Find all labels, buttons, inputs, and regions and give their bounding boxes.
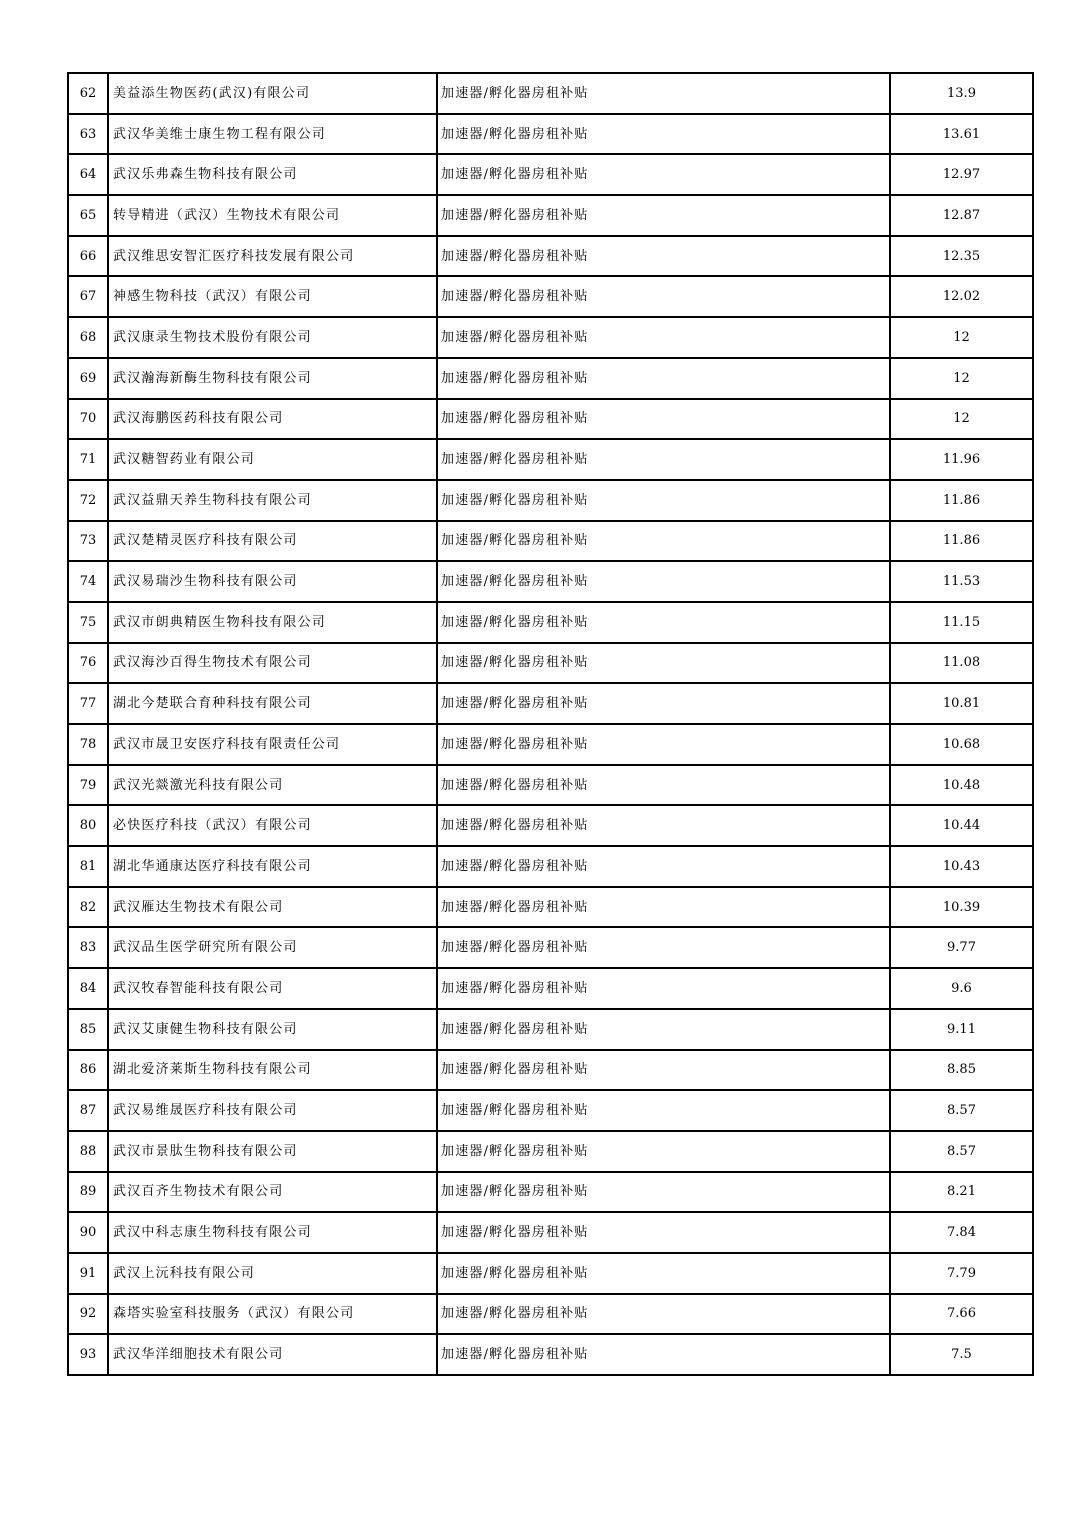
subsidy-type-cell: 加速器/孵化器房租补贴 — [437, 358, 890, 399]
row-number-cell: 82 — [68, 887, 108, 928]
table-row — [68, 805, 1033, 846]
amount-cell: 12.87 — [890, 195, 1033, 236]
amount-cell: 10.81 — [890, 683, 1033, 724]
amount-cell: 12.02 — [890, 276, 1033, 317]
amount-cell: 9.11 — [890, 1009, 1033, 1050]
row-number-cell: 65 — [68, 195, 108, 236]
amount-cell: 8.85 — [890, 1050, 1033, 1091]
company-name-cell: 森塔实验室科技服务（武汉）有限公司 — [108, 1294, 437, 1335]
subsidy-type-cell: 加速器/孵化器房租补贴 — [437, 317, 890, 358]
table-row — [68, 927, 1033, 968]
row-number-cell: 73 — [68, 521, 108, 562]
subsidy-type-cell: 加速器/孵化器房租补贴 — [437, 236, 890, 277]
company-name-cell: 神感生物科技（武汉）有限公司 — [108, 276, 437, 317]
subsidy-type-cell: 加速器/孵化器房租补贴 — [437, 1212, 890, 1253]
amount-cell: 12 — [890, 358, 1033, 399]
amount-cell: 11.86 — [890, 480, 1033, 521]
table-row — [68, 1090, 1033, 1131]
company-name-cell: 武汉易维晟医疗科技有限公司 — [108, 1090, 437, 1131]
table-row — [68, 1253, 1033, 1294]
amount-cell: 12 — [890, 317, 1033, 358]
subsidy-type-cell: 加速器/孵化器房租补贴 — [437, 1009, 890, 1050]
table-row — [68, 765, 1033, 806]
table-row — [68, 399, 1033, 440]
table-row — [68, 195, 1033, 236]
company-name-cell: 武汉市晟卫安医疗科技有限责任公司 — [108, 724, 437, 765]
row-number-cell: 85 — [68, 1009, 108, 1050]
amount-cell: 10.44 — [890, 805, 1033, 846]
amount-cell: 13.61 — [890, 114, 1033, 155]
row-number-cell: 93 — [68, 1334, 108, 1375]
company-name-cell: 武汉市朗典精医生物科技有限公司 — [108, 602, 437, 643]
amount-cell: 8.21 — [890, 1172, 1033, 1213]
subsidy-type-cell: 加速器/孵化器房租补贴 — [437, 114, 890, 155]
amount-cell: 11.15 — [890, 602, 1033, 643]
row-number-cell: 66 — [68, 236, 108, 277]
subsidy-type-cell: 加速器/孵化器房租补贴 — [437, 968, 890, 1009]
row-number-cell: 74 — [68, 561, 108, 602]
table-row — [68, 724, 1033, 765]
table-row — [68, 1009, 1033, 1050]
table-row — [68, 73, 1033, 114]
company-name-cell: 武汉康录生物技术股份有限公司 — [108, 317, 437, 358]
subsidy-type-cell: 加速器/孵化器房租补贴 — [437, 683, 890, 724]
subsidy-type-cell: 加速器/孵化器房租补贴 — [437, 765, 890, 806]
company-name-cell: 武汉华洋细胞技术有限公司 — [108, 1334, 437, 1375]
amount-cell: 7.79 — [890, 1253, 1033, 1294]
amount-cell: 9.77 — [890, 927, 1033, 968]
company-name-cell: 武汉易瑞沙生物科技有限公司 — [108, 561, 437, 602]
amount-cell: 12.35 — [890, 236, 1033, 277]
table-row — [68, 602, 1033, 643]
amount-cell: 11.86 — [890, 521, 1033, 562]
subsidy-type-cell: 加速器/孵化器房租补贴 — [437, 561, 890, 602]
company-name-cell: 转导精进（武汉）生物技术有限公司 — [108, 195, 437, 236]
amount-cell: 9.6 — [890, 968, 1033, 1009]
row-number-cell: 64 — [68, 154, 108, 195]
table-row — [68, 1212, 1033, 1253]
amount-cell: 11.96 — [890, 439, 1033, 480]
table-row — [68, 1172, 1033, 1213]
table-row — [68, 480, 1033, 521]
company-name-cell: 武汉光燚激光科技有限公司 — [108, 765, 437, 806]
company-name-cell: 武汉上沅科技有限公司 — [108, 1253, 437, 1294]
row-number-cell: 72 — [68, 480, 108, 521]
company-name-cell: 武汉瀚海新酶生物科技有限公司 — [108, 358, 437, 399]
table-row — [68, 643, 1033, 684]
amount-cell: 10.43 — [890, 846, 1033, 887]
amount-cell: 11.08 — [890, 643, 1033, 684]
subsidy-type-cell: 加速器/孵化器房租补贴 — [437, 887, 890, 928]
amount-cell: 12 — [890, 399, 1033, 440]
company-name-cell: 武汉华美维士康生物工程有限公司 — [108, 114, 437, 155]
table-row — [68, 887, 1033, 928]
subsidy-type-cell: 加速器/孵化器房租补贴 — [437, 276, 890, 317]
company-name-cell: 武汉牧春智能科技有限公司 — [108, 968, 437, 1009]
subsidy-type-cell: 加速器/孵化器房租补贴 — [437, 439, 890, 480]
company-name-cell: 必快医疗科技（武汉）有限公司 — [108, 805, 437, 846]
subsidy-type-cell: 加速器/孵化器房租补贴 — [437, 1294, 890, 1335]
row-number-cell: 91 — [68, 1253, 108, 1294]
amount-cell: 13.9 — [890, 73, 1033, 114]
subsidy-type-cell: 加速器/孵化器房租补贴 — [437, 480, 890, 521]
company-name-cell: 湖北华通康达医疗科技有限公司 — [108, 846, 437, 887]
subsidy-type-cell: 加速器/孵化器房租补贴 — [437, 643, 890, 684]
amount-cell: 10.39 — [890, 887, 1033, 928]
company-name-cell: 武汉品生医学研究所有限公司 — [108, 927, 437, 968]
table-row — [68, 1131, 1033, 1172]
table-row — [68, 521, 1033, 562]
table-row — [68, 561, 1033, 602]
row-number-cell: 78 — [68, 724, 108, 765]
table-row — [68, 114, 1033, 155]
amount-cell: 11.53 — [890, 561, 1033, 602]
amount-cell: 10.48 — [890, 765, 1033, 806]
table-row — [68, 236, 1033, 277]
amount-cell: 7.5 — [890, 1334, 1033, 1375]
subsidy-type-cell: 加速器/孵化器房租补贴 — [437, 521, 890, 562]
subsidy-type-cell: 加速器/孵化器房租补贴 — [437, 154, 890, 195]
subsidy-type-cell: 加速器/孵化器房租补贴 — [437, 846, 890, 887]
subsidy-table — [67, 72, 1034, 1376]
row-number-cell: 62 — [68, 73, 108, 114]
row-number-cell: 76 — [68, 643, 108, 684]
subsidy-type-cell: 加速器/孵化器房租补贴 — [437, 1334, 890, 1375]
table-row — [68, 276, 1033, 317]
subsidy-type-cell: 加速器/孵化器房租补贴 — [437, 1172, 890, 1213]
subsidy-type-cell: 加速器/孵化器房租补贴 — [437, 399, 890, 440]
subsidy-type-cell: 加速器/孵化器房租补贴 — [437, 927, 890, 968]
company-name-cell: 武汉雁达生物技术有限公司 — [108, 887, 437, 928]
row-number-cell: 83 — [68, 927, 108, 968]
row-number-cell: 71 — [68, 439, 108, 480]
company-name-cell: 湖北爱济莱斯生物科技有限公司 — [108, 1050, 437, 1091]
company-name-cell: 武汉维思安智汇医疗科技发展有限公司 — [108, 236, 437, 277]
row-number-cell: 80 — [68, 805, 108, 846]
row-number-cell: 70 — [68, 399, 108, 440]
subsidy-type-cell: 加速器/孵化器房租补贴 — [437, 1050, 890, 1091]
company-name-cell: 武汉市景肽生物科技有限公司 — [108, 1131, 437, 1172]
row-number-cell: 87 — [68, 1090, 108, 1131]
table-row — [68, 846, 1033, 887]
row-number-cell: 67 — [68, 276, 108, 317]
amount-cell: 8.57 — [890, 1131, 1033, 1172]
company-name-cell: 武汉楚精灵医疗科技有限公司 — [108, 521, 437, 562]
table-row — [68, 1050, 1033, 1091]
row-number-cell: 92 — [68, 1294, 108, 1335]
amount-cell: 10.68 — [890, 724, 1033, 765]
row-number-cell: 89 — [68, 1172, 108, 1213]
row-number-cell: 86 — [68, 1050, 108, 1091]
company-name-cell: 武汉乐弗森生物科技有限公司 — [108, 154, 437, 195]
company-name-cell: 湖北今楚联合育种科技有限公司 — [108, 683, 437, 724]
amount-cell: 12.97 — [890, 154, 1033, 195]
row-number-cell: 77 — [68, 683, 108, 724]
row-number-cell: 81 — [68, 846, 108, 887]
row-number-cell: 79 — [68, 765, 108, 806]
company-name-cell: 武汉中科志康生物科技有限公司 — [108, 1212, 437, 1253]
row-number-cell: 90 — [68, 1212, 108, 1253]
company-name-cell: 武汉百齐生物技术有限公司 — [108, 1172, 437, 1213]
table-row — [68, 968, 1033, 1009]
company-name-cell: 武汉海沙百得生物技术有限公司 — [108, 643, 437, 684]
table-row — [68, 154, 1033, 195]
row-number-cell: 88 — [68, 1131, 108, 1172]
subsidy-type-cell: 加速器/孵化器房租补贴 — [437, 602, 890, 643]
company-name-cell: 武汉糖智药业有限公司 — [108, 439, 437, 480]
table-body — [68, 73, 1033, 1375]
company-name-cell: 武汉艾康健生物科技有限公司 — [108, 1009, 437, 1050]
subsidy-type-cell: 加速器/孵化器房租补贴 — [437, 724, 890, 765]
amount-cell: 7.84 — [890, 1212, 1033, 1253]
table-row — [68, 317, 1033, 358]
row-number-cell: 63 — [68, 114, 108, 155]
amount-cell: 8.57 — [890, 1090, 1033, 1131]
company-name-cell: 武汉海鹏医药科技有限公司 — [108, 399, 437, 440]
table-row — [68, 1294, 1033, 1335]
subsidy-type-cell: 加速器/孵化器房租补贴 — [437, 1090, 890, 1131]
row-number-cell: 69 — [68, 358, 108, 399]
subsidy-type-cell: 加速器/孵化器房租补贴 — [437, 73, 890, 114]
row-number-cell: 75 — [68, 602, 108, 643]
row-number-cell: 84 — [68, 968, 108, 1009]
table-row — [68, 358, 1033, 399]
table-row — [68, 439, 1033, 480]
amount-cell: 7.66 — [890, 1294, 1033, 1335]
row-number-cell: 68 — [68, 317, 108, 358]
subsidy-type-cell: 加速器/孵化器房租补贴 — [437, 805, 890, 846]
subsidy-type-cell: 加速器/孵化器房租补贴 — [437, 1253, 890, 1294]
company-name-cell: 武汉益鼎天养生物科技有限公司 — [108, 480, 437, 521]
table-row — [68, 1334, 1033, 1375]
table-row — [68, 683, 1033, 724]
subsidy-type-cell: 加速器/孵化器房租补贴 — [437, 195, 890, 236]
subsidy-type-cell: 加速器/孵化器房租补贴 — [437, 1131, 890, 1172]
company-name-cell: 美益添生物医药(武汉)有限公司 — [108, 73, 437, 114]
